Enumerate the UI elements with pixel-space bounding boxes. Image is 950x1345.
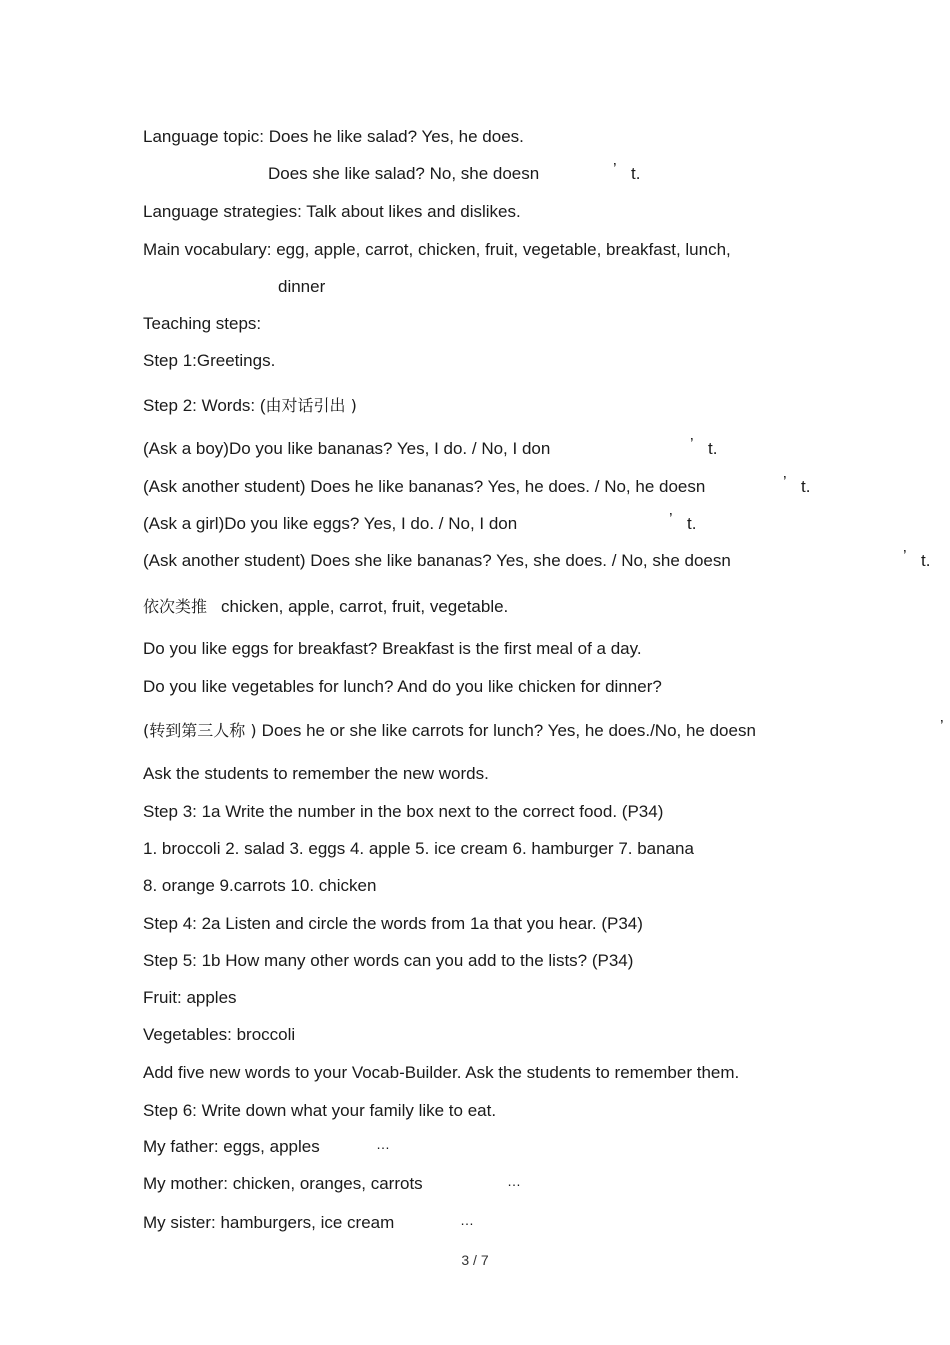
step-2 (143, 396, 357, 416)
meal-question-1: Do you like eggs for breakfast? Breakfast is the first meal of a day. (143, 639, 642, 658)
language-topic: Language topic: Does he like salad? Yes, he does. (143, 127, 524, 146)
apostrophe: ’ (940, 718, 944, 735)
ellipsis: … (376, 1136, 390, 1152)
step-5: Step 5: 1b How many other words can you add to the lists? (P34) (143, 951, 634, 970)
third-person-note: (转到第三人称 ) (143, 721, 262, 740)
apostrophe: ’ (783, 474, 787, 491)
step-3: Step 3: 1a Write the number in the box next to the correct food. (P34) (143, 802, 664, 821)
third-person-text: Does he or she like carrots for lunch? Yes, he does./No, he doesn (261, 721, 756, 740)
vocab-sequence-label: 依次类推 (143, 597, 208, 616)
apostrophe: ’ (669, 511, 673, 528)
language-strategies: Language strategies: Talk about likes and dislikes. (143, 202, 521, 221)
third-person-line (143, 721, 756, 741)
ellipsis: … (460, 1212, 474, 1228)
food-list-2: 8. orange 9.carrots 10. chicken (143, 876, 377, 895)
mother-line: My mother: chicken, oranges, carrots (143, 1174, 423, 1193)
ellipsis: … (507, 1173, 521, 1189)
apostrophe: ’ (613, 161, 617, 178)
text-fragment: t. (708, 439, 718, 458)
dialogue-line-1: (Ask a boy)Do you like bananas? Yes, I do. / No, I don (143, 439, 551, 458)
text-fragment: t. (631, 164, 641, 183)
meal-question-2: Do you like vegetables for lunch? And do you like chicken for dinner? (143, 677, 662, 696)
main-vocabulary: Main vocabulary: egg, apple, carrot, chicken, fruit, vegetable, breakfast, lunch, (143, 240, 731, 259)
dialogue-line-3: (Ask a girl)Do you like eggs? Yes, I do. / No, I don (143, 514, 518, 533)
step-2-label: Step 2: Words: ( (143, 396, 266, 415)
teaching-steps-heading: Teaching steps: (143, 314, 262, 333)
step-4: Step 4: 2a Listen and circle the words from 1a that you hear. (P34) (143, 914, 643, 933)
step-1: Step 1:Greetings. (143, 351, 276, 370)
vegetables-line: Vegetables: broccoli (143, 1025, 296, 1044)
food-list-1: 1. broccoli 2. salad 3. eggs 4. apple 5. ice cream 6. hamburger 7. banana (143, 839, 694, 858)
vocab-builder-line: Add five new words to your Vocab-Builder. Ask the students to remember them. (143, 1063, 740, 1082)
vocab-sequence-words: chicken, apple, carrot, fruit, vegetable. (221, 597, 509, 616)
vocab-sequence (143, 597, 508, 617)
page-number: 3 / 7 (461, 1252, 489, 1268)
dialogue-line-4: (Ask another student) Does she like bananas? Yes, she does. / No, she doesn (143, 551, 731, 570)
apostrophe: ’ (690, 436, 694, 453)
main-vocabulary-cont: dinner (278, 277, 326, 296)
text-fragment: t. (921, 551, 931, 570)
dialogue-line-2: (Ask another student) Does he like bananas? Yes, he does. / No, he doesn (143, 477, 706, 496)
sister-line: My sister: hamburgers, ice cream (143, 1213, 395, 1232)
text-fragment: t. (801, 477, 811, 496)
apostrophe: ’ (903, 548, 907, 565)
fruit-line: Fruit: apples (143, 988, 237, 1007)
step-2-note: 由对话引出 ) (265, 396, 357, 415)
language-topic-cont: Does she like salad? No, she doesn (268, 164, 540, 183)
step-6: Step 6: Write down what your family like to eat. (143, 1101, 497, 1120)
father-line: My father: eggs, apples (143, 1137, 320, 1156)
remember-words: Ask the students to remember the new words. (143, 764, 489, 783)
text-fragment: t. (687, 514, 697, 533)
